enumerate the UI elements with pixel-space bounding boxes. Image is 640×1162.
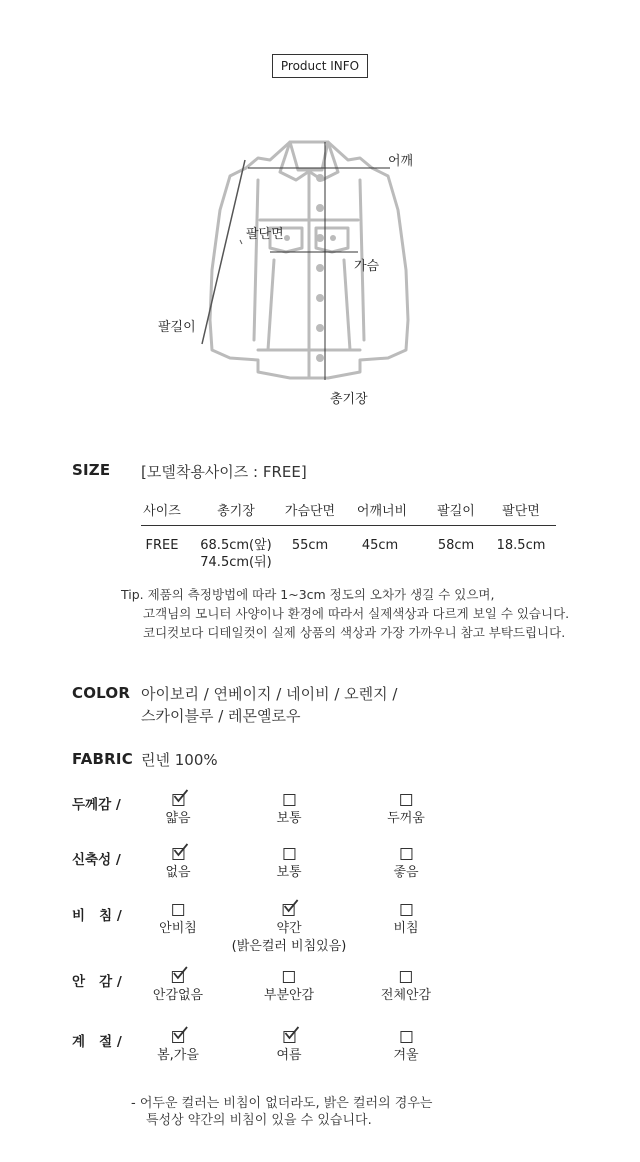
checkbox (283, 794, 295, 806)
attr-option (157, 1031, 199, 1065)
footer-note-line-2: 특성상 약간의 비침이 있을 수 있습니다. (146, 1113, 372, 1128)
checkbox (400, 904, 412, 916)
size-header-length: 총기장 (217, 504, 255, 519)
label-hem: 팔단면 (246, 227, 284, 242)
attr-option (159, 904, 197, 938)
attr-label-lining: 안 감 / (72, 974, 122, 990)
option-label: 없음 (165, 865, 191, 880)
attr-option (153, 971, 203, 1005)
size-table-row (0, 537, 640, 577)
size-header-size: 사이즈 (143, 504, 181, 519)
product-info-title: Product INFO (272, 54, 368, 78)
attr-option (276, 794, 301, 828)
attr-label-season: 계 절 / (72, 1034, 122, 1050)
checkmark-icon (172, 789, 188, 805)
checkbox (172, 1031, 184, 1043)
attr-option (393, 1031, 418, 1065)
option-label: 안비침 (159, 921, 197, 936)
checkbox (172, 904, 184, 916)
size-value-armhole: 18.5cm (496, 538, 546, 553)
checkbox (172, 848, 184, 860)
size-table-divider (141, 525, 556, 526)
checkbox (172, 794, 184, 806)
option-sublabel: (밝은컬러 비침있음) (231, 939, 347, 954)
attr-option (387, 794, 425, 828)
option-label: 비침 (393, 921, 419, 936)
option-label: 부분안감 (263, 988, 315, 1003)
checkbox (400, 971, 412, 983)
option-label: 여름 (276, 1048, 302, 1063)
attr-option (276, 1031, 301, 1065)
attr-label-sheer: 비 침 / (72, 908, 122, 924)
option-label: 겨울 (393, 1048, 419, 1063)
size-tip-line-2: 고객님의 모니터 사양이나 환경에 따라서 실제색상과 다르게 보일 수 있습니다. (143, 606, 570, 621)
checkmark-icon (283, 899, 299, 915)
option-label: 봄,가을 (157, 1048, 199, 1063)
size-title: SIZE (72, 461, 111, 479)
option-label: 전체안감 (380, 988, 432, 1003)
option-label: 약간 (276, 921, 302, 936)
label-sleeve: 팔길이 (158, 320, 196, 335)
size-value-sleeve: 58cm (437, 538, 475, 553)
checkmark-icon (283, 1026, 299, 1042)
size-header-armhole: 팔단면 (502, 504, 540, 519)
fabric-title: FABRIC (72, 750, 133, 768)
jacket-diagram (150, 120, 470, 420)
checkmark-icon (172, 966, 188, 982)
checkbox (283, 848, 295, 860)
checkbox (400, 1031, 412, 1043)
checkbox (283, 904, 295, 916)
model-size-note: [모델착용사이즈 : FREE] (141, 463, 307, 481)
size-header-chest: 가슴단면 (284, 504, 336, 519)
attr-label-thickness: 두께감 / (72, 797, 121, 813)
size-value-length: 68.5cm(앞) (200, 538, 272, 553)
attr-option (393, 904, 418, 938)
checkmark-icon (172, 1026, 188, 1042)
attr-option (276, 848, 301, 882)
attr-option (381, 971, 431, 1005)
label-chest: 가슴 (354, 259, 380, 274)
option-label: 얇음 (165, 811, 191, 826)
checkbox (283, 971, 295, 983)
option-label: 두꺼움 (387, 811, 425, 826)
label-shoulder: 어깨 (388, 154, 414, 169)
checkbox (172, 971, 184, 983)
size-tip-line-3: 코디컷보다 디테일컷이 실제 상품의 색상과 가장 가까우니 참고 부탁드립니다. (143, 625, 566, 640)
attr-label-stretch: 신축성 / (72, 852, 121, 868)
label-length: 총기장 (330, 392, 368, 407)
fabric-value: 린넨 100% (141, 751, 218, 769)
attr-option (232, 904, 347, 956)
attr-option (165, 794, 190, 828)
checkbox (283, 1031, 295, 1043)
color-line-1: 아이보리 / 연베이지 / 네이비 / 오렌지 / (141, 685, 398, 703)
size-header-shoulder: 어깨너비 (356, 504, 408, 519)
option-label: 안감없음 (152, 988, 204, 1003)
size-value-chest: 55cm (291, 538, 329, 553)
option-label: 보통 (276, 811, 302, 826)
checkmark-icon (172, 843, 188, 859)
color-title: COLOR (72, 684, 131, 702)
checkbox (400, 794, 412, 806)
attr-option (165, 848, 190, 882)
attr-option (264, 971, 314, 1005)
option-label: 보통 (276, 865, 302, 880)
size-tip-line-1: Tip. 제품의 측정방법에 따라 1~3cm 정도의 오차가 생길 수 있으며, (121, 587, 495, 602)
size-value-size: FREE (145, 538, 179, 553)
size-value-shoulder: 45cm (361, 538, 399, 553)
size-table-header (0, 500, 640, 520)
size-value-length-back: 74.5cm(뒤) (200, 555, 272, 570)
color-line-2: 스카이블루 / 레몬옐로우 (141, 707, 301, 725)
option-label: 좋음 (393, 865, 419, 880)
attr-option (393, 848, 418, 882)
footer-note-line-1: - 어두운 컬러는 비침이 없더라도, 밝은 컬러의 경우는 (131, 1096, 433, 1111)
checkbox (400, 848, 412, 860)
size-header-sleeve: 팔길이 (437, 504, 475, 519)
